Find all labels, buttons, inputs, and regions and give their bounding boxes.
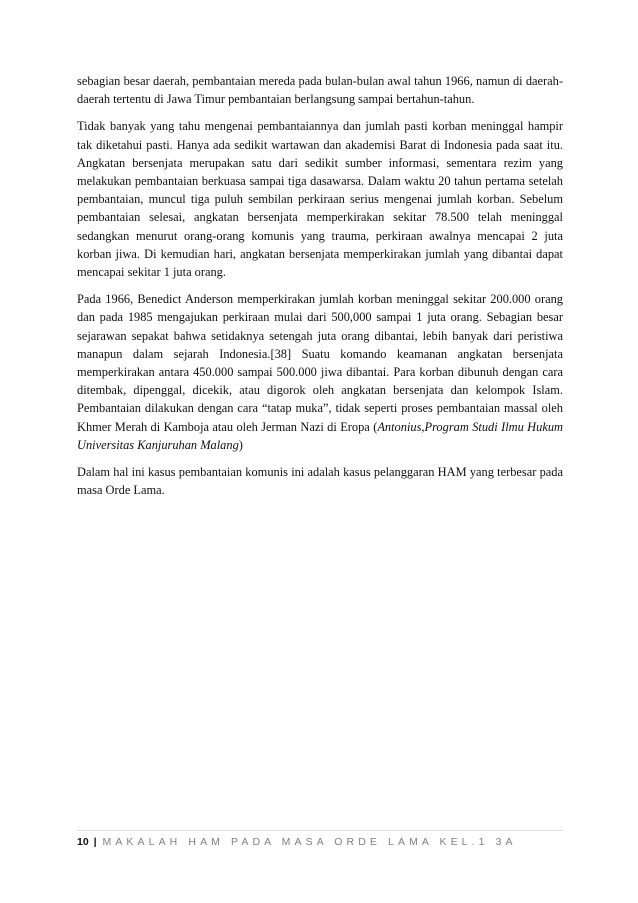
footer-separator: | (93, 836, 97, 848)
paragraph-4 (77, 463, 563, 499)
page-footer (77, 835, 563, 849)
paragraph-text: Tidak banyak yang tahu mengenai pembantaiannya dan jumlah pasti korban meninggal hampir tak diketahui pasti. Hanya ada sedikit wartawan dan akademisi Barat di Indonesia pada saat itu. Angkatan bersenjata merupakan satu dari sedikit sumber informasi, sementara rezim yang melakukan pembantaian berkuasa sampai tiga dasawarsa. Dalam waktu 20 tahun pertama setelah pembantaian, muncul tiga puluh sembilan perkiraan serius mengenai jumlah korban. Sebelum pembantaian selesai, angkatan bersenjata memperkirakan sekitar 78.500 telah meninggal sedangkan menurut orang-orang komunis yang trauma, perkiraan awalnya mencapai 2 juta korban jiwa. Di kemudian hari, angkatan bersenjata memperkirakan jumlah yang dibantai dapat mencapai sekitar 1 juta orang. (77, 119, 563, 280)
citation-close: ) (238, 437, 243, 452)
footer-title: MAKALAH HAM PADA MASA ORDE LAMA KEL.1 3A (102, 836, 517, 848)
paragraph-2 (77, 117, 563, 281)
paragraph-1 (77, 72, 563, 108)
page-body (77, 72, 563, 508)
citation-text: Antonius,Program Studi Ilmu Hukum Universitas Kanjuruhan Malang (77, 419, 563, 452)
paragraph-3 (77, 290, 563, 454)
page-number: 10 (77, 836, 89, 848)
paragraph-text: sebagian besar daerah, pembantaian mereda pada bulan-bulan awal tahun 1966, namun di daerah-daerah tertentu di Jawa Timur pembantaian berlangsung sampai bertahun-tahun. (77, 74, 563, 107)
footer-divider (77, 830, 563, 831)
paragraph-text: Pada 1966, Benedict Anderson memperkirakan jumlah korban meninggal sekitar 200.000 orang dan pada 1985 mengajukan perkiraan mulai dari 500,000 sampai 1 juta orang. Sebagian besar sejarawan sepakat bahwa setidaknya setengah juta orang dibantai, lebih banyak dari peristiwa manapun dalam sejarah Indonesia.[38] Suatu komando keamanan angkatan bersenjata memperkirakan antara 450.000 sampai 500.000 jiwa dibantai. Para korban dibunuh dengan cara ditembak, dipenggal, dicekik, atau digorok oleh angkatan bersenjata dan kelompok Islam. Pembantaian dilakukan dengan cara “tatap muka”, tidak seperti proses pembantaian massal oleh Khmer Merah di Kamboja atau oleh Jerman Nazi di Eropa ( (77, 292, 563, 434)
paragraph-text: Dalam hal ini kasus pembantaian komunis ini adalah kasus pelanggaran HAM yang terbesar pada masa Orde Lama. (77, 465, 563, 498)
